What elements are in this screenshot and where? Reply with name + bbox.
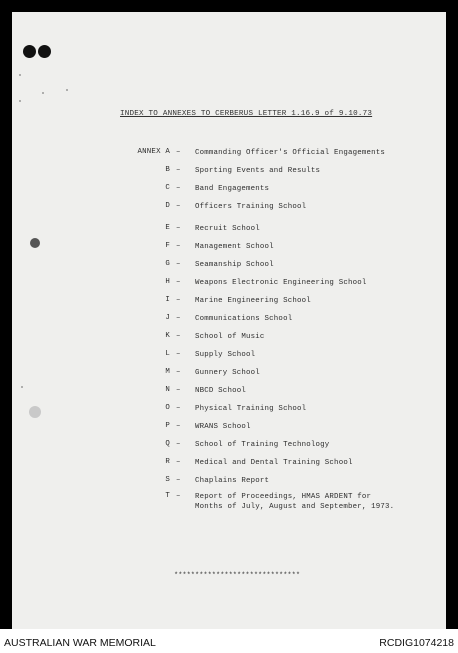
paper-speck <box>66 89 68 91</box>
annex-title-line: Recruit School <box>195 225 260 233</box>
annex-letter-value: A <box>165 148 170 156</box>
annex-letter-value: B <box>165 166 170 174</box>
annex-dash: – <box>176 296 181 304</box>
annex-prefix: ANNEX <box>137 148 161 156</box>
annex-title-line: Chaplains Report <box>195 477 270 485</box>
annex-letter-value: F <box>165 242 170 250</box>
annex-dash: – <box>176 148 181 156</box>
annex-letter-value: G <box>165 260 170 268</box>
annex-letter-value: T <box>165 492 170 500</box>
annex-title-line: Weapons Electronic Engineering School <box>195 279 367 287</box>
annex-title <box>195 476 269 486</box>
annex-dash: – <box>176 202 181 210</box>
annex-title-line: Sporting Events and Results <box>195 167 321 175</box>
annex-title-line: School of Training Technology <box>195 441 330 449</box>
annex-title-line: Medical and Dental Training School <box>195 459 353 467</box>
annex-dash: – <box>176 224 181 232</box>
annex-letter-value: N <box>165 386 170 394</box>
annex-letter-value: E <box>165 224 170 232</box>
staple-mark-upper <box>30 238 40 248</box>
annex-letter-value: K <box>165 332 170 340</box>
annex-letter-value: I <box>165 296 170 304</box>
annex-letter-value: Q <box>165 440 170 448</box>
annex-letter <box>120 296 170 304</box>
annex-title <box>195 440 329 450</box>
annex-title-line: Commanding Officer's Official Engagements <box>195 149 386 157</box>
annex-letter <box>120 224 170 232</box>
annex-letter-value: L <box>165 350 170 358</box>
annex-dash: – <box>176 368 181 376</box>
annex-dash: – <box>176 404 181 412</box>
annex-letter <box>120 386 170 394</box>
annex-letter-value: M <box>165 368 170 376</box>
annex-title <box>195 296 311 306</box>
annex-letter-value: S <box>165 476 170 484</box>
paper-speck <box>42 92 44 94</box>
punch-hole-left <box>23 45 36 58</box>
annex-title <box>195 386 246 396</box>
annex-title <box>195 404 306 414</box>
annex-dash: – <box>176 422 181 430</box>
annex-title <box>195 422 251 432</box>
annex-letter <box>120 368 170 376</box>
annex-letter-value: D <box>165 202 170 210</box>
annex-title-line: Report of Proceedings, HMAS ARDENT for <box>195 493 372 501</box>
archive-footer <box>0 629 458 653</box>
annex-title-line: Marine Engineering School <box>195 297 311 305</box>
annex-dash: – <box>176 458 181 466</box>
annex-title-line: Supply School <box>195 351 256 359</box>
document-title: INDEX TO ANNEXES TO CERBERUS LETTER 1.16.9 of 9.10.73 <box>120 110 373 118</box>
paper-speck <box>19 74 21 76</box>
annex-letter <box>120 278 170 286</box>
annex-dash: – <box>176 184 181 192</box>
annex-letter-value: J <box>165 314 170 322</box>
annex-title-line: Communications School <box>195 315 293 323</box>
annex-title <box>195 332 265 342</box>
annex-letter-value: R <box>165 458 170 466</box>
annex-dash: – <box>176 166 181 174</box>
annex-title <box>195 242 274 252</box>
annex-title <box>195 224 260 234</box>
annex-title-line: Months of July, August and September, 1973. <box>195 503 395 511</box>
annex-letter <box>120 458 170 466</box>
annex-letter <box>120 404 170 412</box>
annex-title <box>195 148 385 158</box>
document-page <box>12 12 446 629</box>
annex-dash: – <box>176 386 181 394</box>
annex-title <box>195 350 255 360</box>
annex-letter <box>120 202 170 210</box>
annex-dash: – <box>176 492 181 500</box>
annex-letter <box>120 422 170 430</box>
annex-letter-value: C <box>165 184 170 192</box>
annex-dash: – <box>176 350 181 358</box>
annex-title-line: Gunnery School <box>195 369 260 377</box>
annex-title-line: Band Engagements <box>195 185 270 193</box>
annex-letter <box>120 166 170 174</box>
annex-title <box>195 278 367 288</box>
annex-title-line: Officers Training School <box>195 203 307 211</box>
annex-title <box>195 202 306 212</box>
annex-dash: – <box>176 332 181 340</box>
annex-letter <box>120 440 170 448</box>
annex-title <box>195 184 269 194</box>
annex-letter <box>120 332 170 340</box>
annex-letter <box>120 314 170 322</box>
annex-title <box>195 260 274 270</box>
annex-letter-value: O <box>165 404 170 412</box>
annex-letter <box>120 184 170 192</box>
annex-dash: – <box>176 476 181 484</box>
annex-title-line: WRANS School <box>195 423 251 431</box>
annex-letter <box>120 242 170 250</box>
annex-letter <box>120 260 170 268</box>
annex-letter <box>120 476 170 484</box>
paper-speck <box>21 386 23 388</box>
annex-title <box>195 368 260 378</box>
annex-title-line: Management School <box>195 243 274 251</box>
annex-dash: – <box>176 440 181 448</box>
annex-letter <box>120 350 170 358</box>
staple-mark-lower <box>29 406 41 418</box>
annex-letter <box>120 492 170 500</box>
annex-title <box>195 166 320 176</box>
annex-dash: – <box>176 260 181 268</box>
annex-letter-value: P <box>165 422 170 430</box>
annex-title <box>195 458 353 468</box>
annex-title-line: Seamanship School <box>195 261 274 269</box>
annex-title <box>195 314 292 324</box>
annex-title-line: NBCD School <box>195 387 246 395</box>
annex-dash: – <box>176 278 181 286</box>
footer-source: AUSTRALIAN WAR MEMORIAL <box>4 637 156 649</box>
annex-letter <box>120 148 170 156</box>
punch-hole-right <box>38 45 51 58</box>
annex-dash: – <box>176 314 181 322</box>
paper-speck <box>19 100 21 102</box>
footer-identifier: RCDIG1074218 <box>379 637 454 649</box>
closing-stars: ****************************** <box>174 572 301 580</box>
annex-title <box>195 492 394 512</box>
annex-dash: – <box>176 242 181 250</box>
annex-title-line: School of Music <box>195 333 265 341</box>
annex-letter-value: H <box>165 278 170 286</box>
annex-title-line: Physical Training School <box>195 405 307 413</box>
